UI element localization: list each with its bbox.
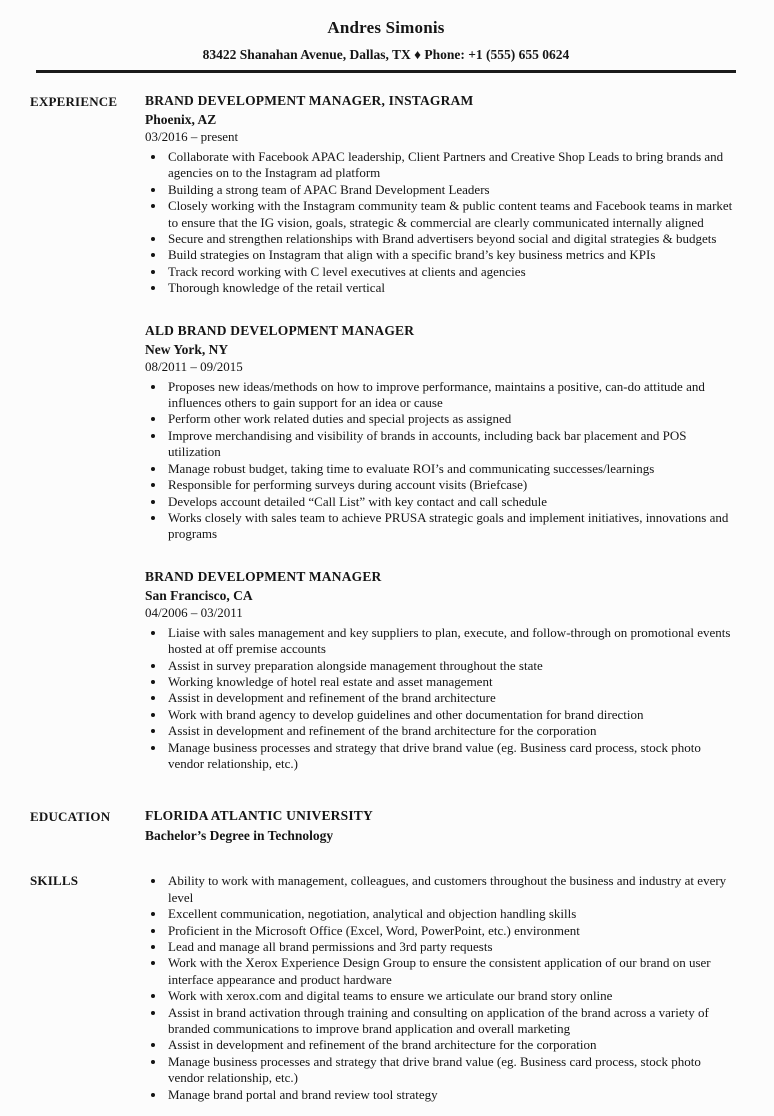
- education-content: [145, 808, 740, 844]
- job-dates: 03/2016 – present: [145, 129, 239, 144]
- job-location: San Francisco, CA: [145, 587, 253, 603]
- job-title: ALD BRAND DEVELOPMENT MANAGER: [145, 322, 415, 338]
- bullet-list: [145, 379, 740, 543]
- section-education: [30, 808, 740, 844]
- bullet-item: • Proficient in the Microsoft Office (Excel, Word, PowerPoint, etc.) environment: [166, 923, 740, 939]
- bullet-item: • Manage business processes and strategy that drive brand value (eg. Business card process, stock photo vendor relationship, etc.): [166, 1054, 740, 1087]
- candidate-name: Andres Simonis: [327, 18, 445, 37]
- bullet-item: • Proposes new ideas/methods on how to improve performance, maintains a positive, can-do attitude and influences others to gain support for an idea or cause: [166, 379, 740, 412]
- bullet-item: • Lead and manage all brand permissions and 3rd party requests: [166, 939, 740, 955]
- job-location: New York, NY: [145, 341, 229, 357]
- bullet-item: • Manage business processes and strategy that drive brand value (eg. Business card process, stock photo vendor relationship, etc.): [166, 740, 740, 773]
- section-label-education: EDUCATION: [30, 809, 111, 825]
- bullet-item: • Thorough knowledge of the retail vertical: [166, 280, 740, 296]
- degree-name: Bachelor’s Degree in Technology: [145, 828, 334, 844]
- bullet-item: • Working knowledge of hotel real estate and asset management: [166, 674, 740, 690]
- bullet-item: • Improve merchandising and visibility of brands in accounts, including back bar placement and POS utilization: [166, 428, 740, 461]
- bullet-item: • Manage robust budget, taking time to evaluate ROI’s and communicating successes/learnings: [166, 461, 740, 477]
- bullet-item: • Develops account detailed “Call List” with key contact and call schedule: [166, 494, 740, 510]
- bullet-item: • Manage brand portal and brand review tool strategy: [166, 1087, 740, 1103]
- bullet-item: • Assist in survey preparation alongside management throughout the state: [166, 658, 740, 674]
- bullet-list: [145, 149, 740, 297]
- bullet-item: • Responsible for performing surveys during account visits (Briefcase): [166, 477, 740, 493]
- job-title: BRAND DEVELOPMENT MANAGER: [145, 568, 382, 584]
- job-sf: [145, 569, 740, 773]
- bullet-item: • Ability to work with management, colleagues, and customers throughout the business and industry at every level: [166, 873, 740, 906]
- bullet-item: • Work with brand agency to develop guidelines and other documentation for brand direction: [166, 707, 740, 723]
- job-location: Phoenix, AZ: [145, 112, 217, 127]
- job-dates: 08/2011 – 09/2015: [145, 358, 243, 374]
- bullet-item: • Work with xerox.com and digital teams to ensure we articulate our brand story online: [166, 988, 740, 1004]
- section-label-skills: SKILLS: [30, 873, 79, 889]
- experience-content: [145, 93, 740, 772]
- bullet-item: • Liaise with sales management and key suppliers to plan, execute, and follow-through on promotional events hosted at off premise accounts: [166, 625, 740, 658]
- bullet-item: • Closely working with the Instagram community team & public content teams and Facebook teams in market to ensure that the IG vision, goals, strategic & commercial are clearly communicated internally aligned: [166, 198, 740, 231]
- bullet-item: • Assist in development and refinement of the brand architecture for the corporation: [166, 1037, 740, 1053]
- section-label-experience: EXPERIENCE: [30, 94, 118, 109]
- job-dates: 04/2006 – 03/2011: [145, 604, 243, 620]
- bullet-item: • Building a strong team of APAC Brand Development Leaders: [166, 182, 740, 198]
- job-ald: [145, 323, 740, 543]
- contact-line: 83422 Shanahan Avenue, Dallas, TX ♦ Phone: +1 (555) 655 0624: [202, 47, 570, 62]
- bullet-list: [145, 625, 740, 773]
- bullet-item: • Assist in development and refinement of the brand architecture: [166, 690, 740, 706]
- bullet-item: • Perform other work related duties and special projects as assigned: [166, 411, 740, 427]
- bullet-item: • Collaborate with Facebook APAC leadership, Client Partners and Creative Shop Leads to bring brands and agencies on to the Instagram ad platform: [166, 149, 740, 182]
- bullet-item: • Assist in development and refinement of the brand architecture for the corporation: [166, 723, 740, 739]
- bullet-item: • Work with the Xerox Experience Design Group to ensure the consistent application of our brand on user interface appearance and product hardware: [166, 955, 740, 988]
- bullet-item: • Build strategies on Instagram that align with a specific brand’s key business metrics and KPIs: [166, 247, 740, 263]
- job-title: BRAND DEVELOPMENT MANAGER, INSTAGRAM: [145, 93, 474, 108]
- bullet-item: • Excellent communication, negotiation, analytical and objection handling skills: [166, 906, 740, 922]
- school-name: FLORIDA ATLANTIC UNIVERSITY: [145, 808, 373, 824]
- bullet-item: • Track record working with C level executives at clients and agencies: [166, 264, 740, 280]
- bullet-item: • Assist in brand activation through training and consulting on application of the brand across a variety of branded communications to improve brand application and overall marketing: [166, 1005, 740, 1038]
- bullet-item: • Works closely with sales team to achieve PRUSA strategic goals and implement initiatives, innovations and programs: [166, 510, 740, 543]
- bullet-list: [145, 873, 740, 1103]
- resume-header: [36, 18, 736, 73]
- section-experience: [30, 93, 740, 772]
- bullet-item: • Secure and strengthen relationships with Brand advertisers beyond social and digital strategies & budgets: [166, 231, 740, 247]
- section-skills: [30, 872, 740, 1103]
- job-instagram: [145, 93, 740, 297]
- skills-content: [145, 872, 740, 1103]
